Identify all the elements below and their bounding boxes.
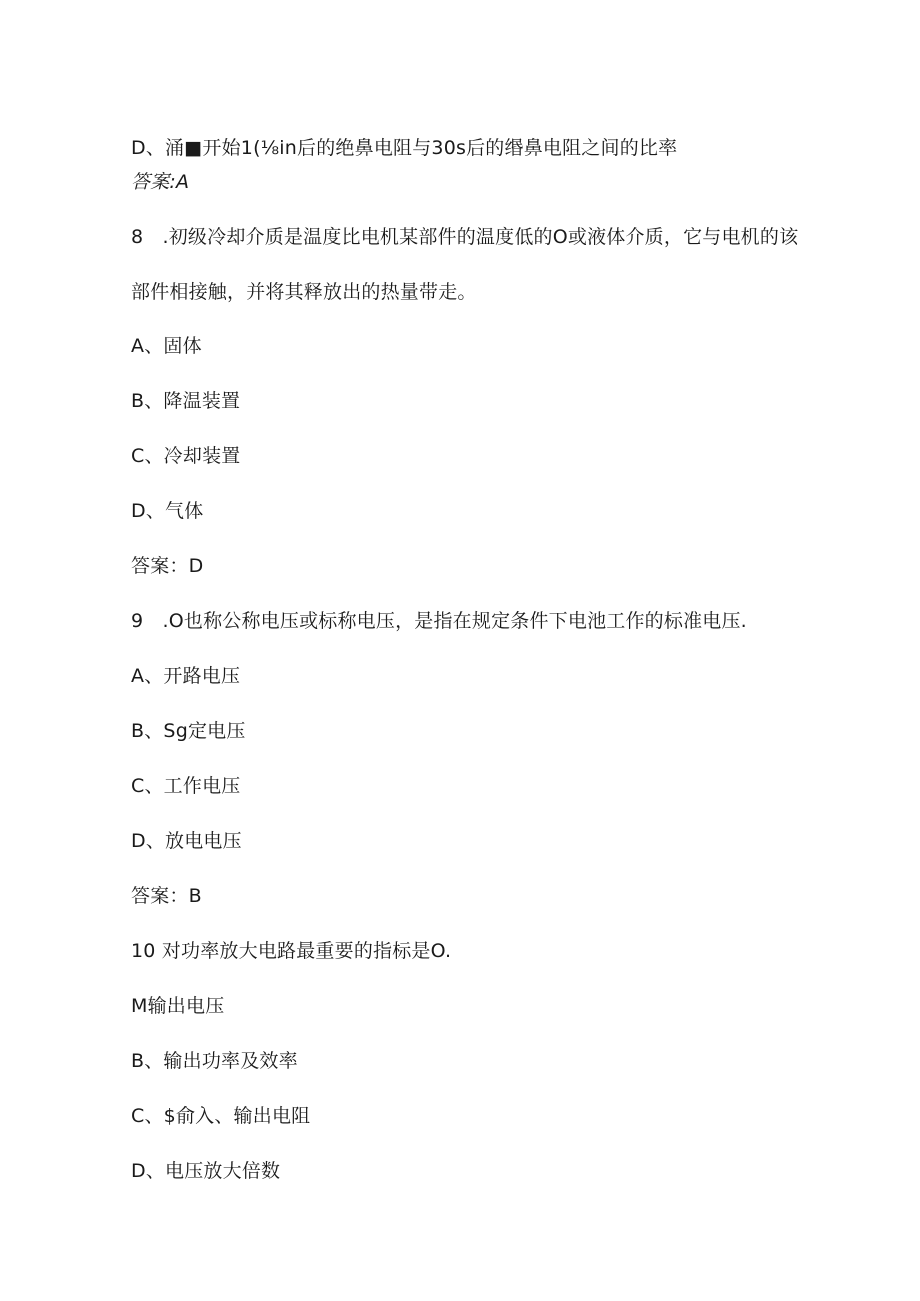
q7-option-d: D、涌■开始1(⅛in后的绝鼻电阻与30s后的缗鼻电阻之间的比率	[131, 137, 678, 159]
q7-answer: 答案:A	[131, 171, 190, 193]
q10-option-a: M输出电压	[131, 995, 225, 1017]
q10-option-c: C、$俞入、输出电阻	[131, 1105, 311, 1127]
q8-question-line-2: 部件相接触，并将其释放出的热量带走。	[131, 281, 477, 303]
q9-question: 9 .O也称公称电压或标称电压，是指在规定条件下电池工作的标准电压.	[131, 610, 747, 632]
q9-option-b: B、Sg定电压	[131, 720, 246, 742]
q10-question: 10 对功率放大电路最重要的指标是O.	[131, 940, 452, 962]
q9-option-a: A、开路电压	[131, 665, 241, 687]
q10-option-b: B、输出功率及效率	[131, 1050, 298, 1072]
q8-option-a: A、固体	[131, 335, 202, 357]
q8-option-b: B、降温装置	[131, 390, 241, 412]
q8-question-line-1: 8 .初级冷却介质是温度比电机某部件的温度低的O或液体介质，它与电机的该	[131, 226, 799, 248]
q9-option-d: D、放电电压	[131, 830, 242, 852]
q9-option-c: C、工作电压	[131, 775, 241, 797]
q9-answer: 答案：B	[131, 885, 202, 907]
q8-option-c: C、冷却装置	[131, 445, 241, 467]
q8-option-d: D、气体	[131, 500, 204, 522]
q10-option-d: D、电压放大倍数	[131, 1160, 281, 1182]
q8-answer: 答案：D	[131, 555, 204, 577]
